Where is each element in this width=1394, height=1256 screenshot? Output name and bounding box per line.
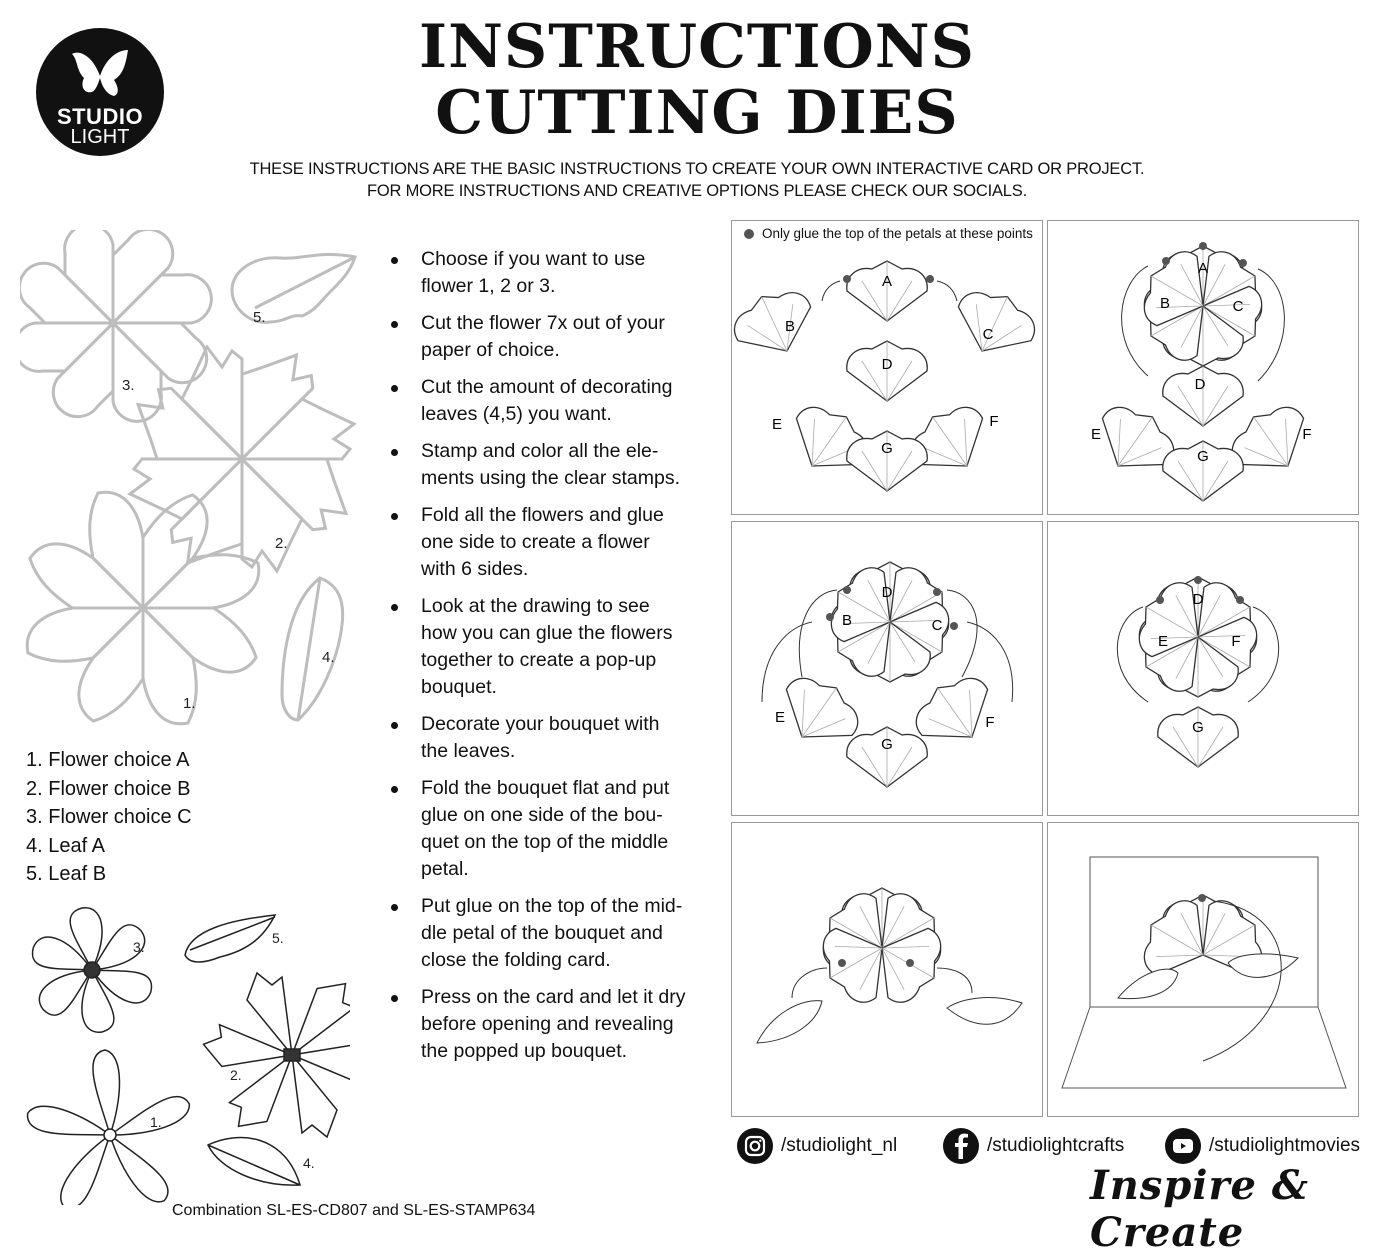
petal-label: B (784, 318, 796, 335)
diagram-panel-4 (1047, 521, 1359, 816)
petal-label: E (1157, 633, 1169, 650)
stamp-label-4: 4. (303, 1155, 315, 1171)
stamp-flower-3 (27, 908, 157, 1032)
die-label-1: 1. (183, 695, 196, 712)
diagram-panel-3 (731, 521, 1043, 816)
petal-label: F (1302, 426, 1312, 443)
instruction-steps (386, 246, 686, 1075)
stamp-label-3: 3. (133, 939, 145, 955)
step-item: Stamp and color all the ele-ments using the clear stamps. (386, 438, 686, 492)
step-item: Put glue on the top of the mid-dle petal of the bouquet and close the folding card. (386, 893, 686, 974)
legend-item: 3. Flower choice C (26, 806, 192, 828)
petal-label: D (1192, 591, 1204, 608)
step-item: Decorate your bouquet with the leaves. (386, 711, 686, 765)
die-legend (26, 746, 192, 889)
brand-line2: LIGHT (70, 126, 130, 148)
studio-light-logo (36, 28, 164, 156)
petal-label: E (1090, 426, 1102, 443)
die-label-4: 4. (322, 649, 335, 666)
stamp-illustrations (20, 895, 350, 1205)
petal-label: G (1197, 448, 1209, 465)
petal-label: G (881, 736, 893, 753)
facebook-icon (943, 1128, 979, 1164)
step-item: Cut the flower 7x out of your paper of choice. (386, 310, 686, 364)
legend-item: 5. Leaf B (26, 863, 107, 885)
stamp-label-5: 5. (272, 930, 284, 946)
social-instagram[interactable] (737, 1128, 897, 1164)
facebook-handle[interactable]: /studiolightcrafts (987, 1135, 1125, 1156)
step-item: Press on the card and let it dry before opening and revealing the popped up bouquet. (386, 984, 686, 1065)
step-item: Fold all the flowers and glue one side to create a flower with 6 sides. (386, 502, 686, 583)
page-title (300, 14, 1094, 146)
diagram-panel-1 (731, 220, 1043, 515)
youtube-handle[interactable]: /studiolightmovies (1209, 1135, 1361, 1156)
tagline: Inspire & Create (1090, 1162, 1310, 1256)
die-flower-2 (120, 337, 363, 580)
die-label-3: 3. (122, 377, 135, 394)
petal-label: B (1159, 295, 1171, 312)
petal-label: E (774, 709, 786, 726)
petal-label: C (931, 617, 943, 634)
subtitle (150, 158, 1244, 202)
die-label-5: 5. (253, 309, 266, 326)
instagram-handle[interactable]: /studiolight_nl (781, 1135, 898, 1156)
die-flower-1 (23, 488, 262, 727)
petal-label: A (1197, 260, 1209, 277)
petal-label: D (881, 356, 893, 373)
petal-label: E (771, 416, 783, 433)
petal-label: D (881, 584, 893, 601)
petal-label: B (841, 612, 853, 629)
stamp-label-2: 2. (230, 1067, 242, 1083)
stamp-flower-2 (198, 973, 350, 1137)
stamp-flower-1 (24, 1050, 194, 1205)
leaf-left (757, 1001, 822, 1043)
subtitle-line2: FOR MORE INSTRUCTIONS AND CREATIVE OPTIONS PLEASE CHECK OUR SOCIALS. (367, 182, 1027, 200)
title-line1: INSTRUCTIONS (419, 12, 975, 82)
die-outlines (20, 230, 380, 730)
brand-line1: STUDIO (56, 104, 144, 129)
petal-label: F (1231, 633, 1241, 650)
stamp-label-1: 1. (150, 1114, 162, 1130)
petal-label: C (982, 326, 994, 343)
step-item: Look at the drawing to see how you can glue the flowers together to create a pop-up bouquet. (386, 593, 686, 701)
diagram-panel-5 (731, 822, 1043, 1117)
stamp-leaf-4 (208, 1138, 300, 1186)
petal-label: A (881, 273, 893, 290)
instagram-icon (737, 1128, 773, 1164)
leaf-right (947, 998, 1022, 1025)
glue-dot-icon (744, 229, 754, 239)
glue-note (744, 226, 1033, 241)
stamp-leaf-5 (185, 915, 275, 962)
step-item: Fold the bouquet flat and put glue on one side of the bou-quet on the top of the middle petal. (386, 775, 686, 883)
petal-label: D (1194, 376, 1206, 393)
die-flower-3 (20, 230, 217, 427)
diagram-panel-6 (1047, 822, 1359, 1117)
social-youtube[interactable] (1165, 1128, 1360, 1164)
glue-note-text: Only glue the top of the petals at these points (762, 226, 1033, 241)
petal-label: G (1192, 719, 1204, 736)
youtube-icon (1165, 1128, 1201, 1164)
petal-label: G (881, 440, 893, 457)
step-item: Cut the amount of decorating leaves (4,5) you want. (386, 374, 686, 428)
diagram-panel-2 (1047, 220, 1359, 515)
legend-item: 1. Flower choice A (26, 749, 190, 771)
butterfly-icon (70, 46, 130, 102)
petal-label: F (989, 413, 999, 430)
subtitle-line1: THESE INSTRUCTIONS ARE THE BASIC INSTRUCTIONS TO CREATE YOUR OWN INTERACTIVE CARD OR PROJECT. (249, 160, 1145, 178)
product-combination: Combination SL-ES-CD807 and SL-ES-STAMP634 (172, 1202, 536, 1219)
legend-item: 2. Flower choice B (26, 777, 191, 800)
step-item: Choose if you want to use flower 1, 2 or 3. (386, 246, 686, 300)
die-leaf-5 (232, 254, 355, 322)
title-line2: CUTTING DIES (435, 78, 959, 148)
petal-label: C (1232, 298, 1244, 315)
legend-item: 4. Leaf A (26, 834, 105, 857)
die-label-2: 2. (275, 535, 288, 552)
petal-label: F (985, 714, 995, 731)
social-facebook[interactable] (943, 1128, 1124, 1164)
